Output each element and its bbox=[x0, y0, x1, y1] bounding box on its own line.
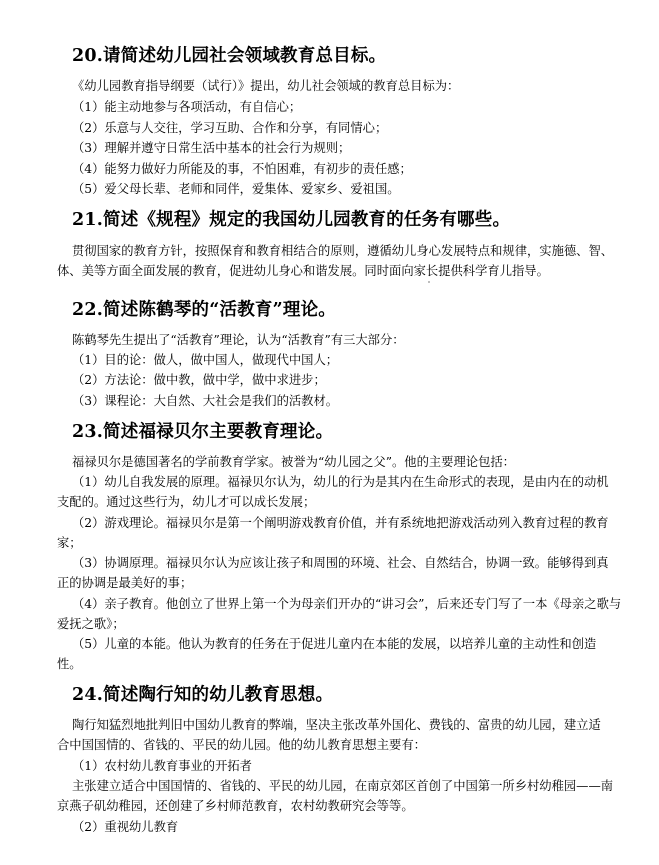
q23-item-1-cont: 支配的。通过这些行为，幼儿才可以成长发展； bbox=[57, 495, 316, 509]
q20-item-5: （5）爱父母长辈、老师和同伴，爱集体、爱家乡、爱祖国。 bbox=[72, 182, 400, 196]
q23-item-1: （1）幼儿自我发展的原理。福禄贝尔认为，幼儿的行为是其内在生命形式的表现，是由内在的动机 bbox=[72, 475, 609, 489]
q22-item-1: （1）目的论：做人，做中国人，做现代中国人； bbox=[72, 353, 339, 367]
q24-item-1-body: 主张建立适合中国国情的、省钱的、平民的幼儿园，在南京郊区首创了中国第一所乡村幼稚园——南 bbox=[72, 779, 614, 793]
q23-item-5: （5）儿童的本能。他认为教育的任务在于促进儿童内在本能的发展，以培养儿童的主动性和创造 bbox=[72, 637, 597, 651]
heading-q20: 20.请简述幼儿园社会领域教育总目标。 bbox=[72, 46, 387, 66]
q20-item-1: （1）能主动地参与各项活动，有自信心； bbox=[72, 100, 302, 114]
q24-item-1-body-cont: 京燕子矶幼稚园，还创建了乡村师范教育，农村幼教研究会等等。 bbox=[57, 799, 414, 813]
q23-intro: 福禄贝尔是德国著名的学前教育学家。被誉为“幼儿园之父”。他的主要理论包括： bbox=[72, 455, 515, 469]
heading-q22: 22.简述陈鹤琴的“活教育”理论。 bbox=[72, 300, 336, 320]
q23-item-2-cont: 家； bbox=[57, 536, 82, 550]
q21-line-1: 贯彻国家的教育方针，按照保育和教育相结合的原则，遵循幼儿身心发展特点和规律，实施德、智、 bbox=[72, 244, 614, 258]
q23-item-3-cont: 正的协调是最美好的事； bbox=[57, 576, 193, 590]
q21-line-2: 体、美等方面全面发展的教育，促进幼儿身心和谐发展。同时面向家长提供科学育儿指导。 bbox=[57, 264, 549, 278]
q20-item-2: （2）乐意与人交往，学习互助、合作和分享，有同情心； bbox=[72, 121, 388, 135]
q22-item-2: （2）方法论：做中教，做中学，做中求进步； bbox=[72, 373, 326, 387]
q24-item-1: （1）农村幼儿教育事业的开拓者 bbox=[72, 759, 252, 773]
q23-item-4: （4）亲子教育。他创立了世界上第一个为母亲们开办的“讲习会”，后来还专门写了一本《母亲之歌与 bbox=[72, 597, 622, 611]
q23-item-4-cont: 爱抚之歌》； bbox=[57, 617, 125, 631]
q20-item-3: （3）理解并遵守日常生活中基本的社会行为规则； bbox=[72, 141, 351, 155]
heading-q24: 24.简述陶行知的幼儿教育思想。 bbox=[72, 685, 334, 705]
stray-dot bbox=[428, 281, 430, 283]
q23-item-3: （3）协调原理。福禄贝尔认为应该让孩子和周围的环境、社会、自然结合，协调一致。能够得到真 bbox=[72, 556, 609, 570]
q20-intro: 《幼儿园教育指导纲要（试行）》提出，幼儿社会领域的教育总目标为： bbox=[72, 79, 460, 93]
q24-intro-1: 陶行知猛烈地批判旧中国幼儿教育的弊端，坚决主张改革外国化、费钱的、富贵的幼儿园，建立适 bbox=[72, 718, 601, 732]
heading-q21: 21.简述《规程》规定的我国幼儿园教育的任务有哪些。 bbox=[72, 210, 511, 230]
q23-item-5-cont: 性。 bbox=[57, 657, 82, 671]
q23-item-2: （2）游戏理论。福禄贝尔是第一个阐明游戏教育价值，并有系统地把游戏活动列入教育过程的教育 bbox=[72, 516, 609, 530]
q24-item-2: （2）重视幼儿教育 bbox=[72, 820, 179, 834]
heading-q23: 23.简述福禄贝尔主要教育理论。 bbox=[72, 422, 334, 442]
q24-intro-2: 合中国国情的、省钱的、平民的幼儿园。他的幼儿教育思想主要有： bbox=[57, 738, 426, 752]
q20-item-4: （4）能努力做好力所能及的事，不怕困难，有初步的责任感； bbox=[72, 162, 412, 176]
q22-intro: 陈鹤琴先生提出了“活教育”理论，认为“活教育”有三大部分： bbox=[72, 333, 405, 347]
q22-item-3: （3）课程论：大自然、大社会是我们的活教材。 bbox=[72, 394, 339, 408]
